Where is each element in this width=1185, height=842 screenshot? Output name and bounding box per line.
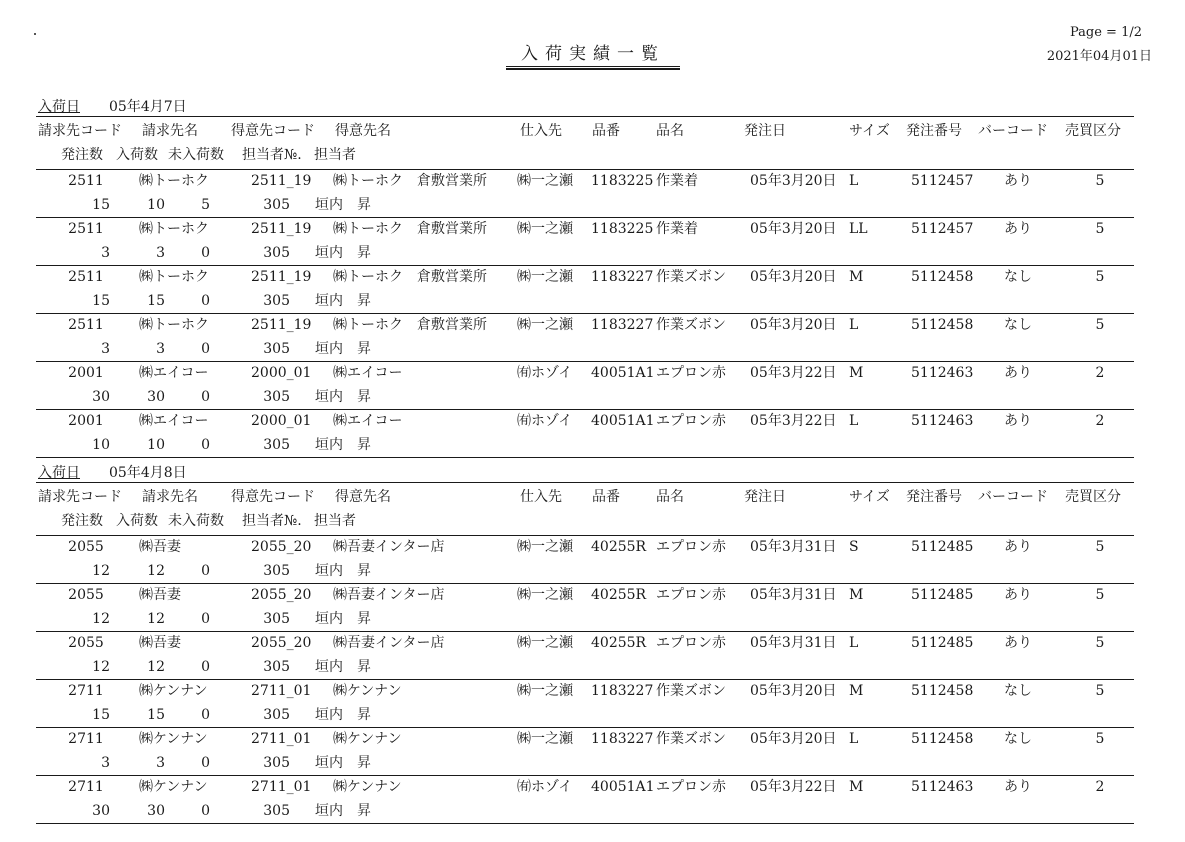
qty-ordered: 3 bbox=[101, 755, 110, 771]
trade-type: 5 bbox=[1095, 317, 1105, 333]
column-header: 売買区分 bbox=[1065, 489, 1121, 505]
section-date: 05年4月7日 bbox=[109, 99, 187, 115]
customer-code: 2511_19 bbox=[251, 269, 312, 285]
print-date: 2021年04月01日 bbox=[1046, 49, 1152, 64]
column-header: 得意先名 bbox=[335, 489, 391, 505]
qty-received: 12 bbox=[147, 563, 165, 579]
supplier-name: ㈱一之瀬 bbox=[517, 221, 573, 237]
customer-name: ㈱トーホク 倉敷営業所 bbox=[333, 221, 487, 237]
size: L bbox=[849, 731, 859, 747]
qty-received: 12 bbox=[147, 659, 165, 675]
item-name: 作業ズボン bbox=[656, 317, 726, 333]
qty-ordered: 12 bbox=[92, 659, 110, 675]
staff-name: 垣内 昇 bbox=[315, 341, 371, 357]
qty-received: 30 bbox=[147, 389, 165, 405]
item-name: エプロン赤 bbox=[656, 365, 726, 381]
customer-code: 2055_20 bbox=[251, 539, 312, 555]
column-header: 担当者 bbox=[314, 147, 356, 163]
staff-number: 305 bbox=[263, 341, 290, 357]
order-date: 05年3月31日 bbox=[750, 635, 837, 651]
qty-received: 12 bbox=[147, 611, 165, 627]
order-number: 5112463 bbox=[911, 365, 974, 381]
order-number: 5112485 bbox=[911, 539, 974, 555]
staff-name: 垣内 昇 bbox=[315, 293, 371, 309]
qty-received: 30 bbox=[147, 803, 165, 819]
title-underline-thick bbox=[506, 68, 680, 70]
billing-code: 2055 bbox=[68, 539, 104, 555]
item-number: 40051A1 bbox=[591, 365, 655, 381]
record-rule bbox=[36, 409, 1134, 410]
title-underline bbox=[506, 66, 680, 67]
trade-type: 5 bbox=[1095, 269, 1105, 285]
supplier-name: ㈲ホゾイ bbox=[517, 365, 573, 381]
trade-type: 5 bbox=[1095, 731, 1105, 747]
order-date: 05年3月31日 bbox=[750, 539, 837, 555]
barcode-flag: あり bbox=[1004, 221, 1032, 237]
barcode-flag: あり bbox=[1004, 587, 1032, 603]
customer-name: ㈱吾妻インター店 bbox=[333, 539, 445, 555]
barcode-flag: あり bbox=[1004, 539, 1032, 555]
billing-name: ㈱ケンナン bbox=[139, 683, 208, 699]
column-header: 得意先コード bbox=[231, 123, 315, 139]
order-number: 5112458 bbox=[911, 683, 974, 699]
record-rule bbox=[36, 679, 1134, 680]
staff-number: 305 bbox=[263, 659, 290, 675]
order-number: 5112458 bbox=[911, 731, 974, 747]
staff-number: 305 bbox=[263, 197, 290, 213]
record-rule bbox=[36, 361, 1134, 362]
supplier-name: ㈱一之瀬 bbox=[517, 731, 573, 747]
size: L bbox=[849, 317, 859, 333]
column-header: 請求先コード bbox=[38, 123, 122, 139]
customer-name: ㈱吾妻インター店 bbox=[333, 635, 445, 651]
supplier-name: ㈱一之瀬 bbox=[517, 173, 573, 189]
qty-ordered: 15 bbox=[92, 707, 110, 723]
billing-name: ㈱エイコー bbox=[139, 365, 209, 381]
staff-number: 305 bbox=[263, 563, 290, 579]
staff-name: 垣内 昇 bbox=[315, 437, 371, 453]
column-header: 得意先コード bbox=[231, 489, 315, 505]
billing-code: 2055 bbox=[68, 635, 104, 651]
billing-code: 2511 bbox=[68, 173, 104, 189]
barcode-flag: なし bbox=[1004, 731, 1032, 747]
header-rule bbox=[36, 169, 1134, 170]
staff-name: 垣内 昇 bbox=[315, 611, 371, 627]
trade-type: 5 bbox=[1095, 635, 1105, 651]
item-number: 40255R bbox=[591, 539, 647, 555]
column-header: 仕入先 bbox=[520, 123, 562, 139]
qty-pending: 0 bbox=[201, 611, 210, 627]
qty-ordered: 30 bbox=[92, 803, 110, 819]
order-date: 05年3月20日 bbox=[750, 221, 837, 237]
column-header: 品名 bbox=[656, 123, 684, 139]
item-number: 40255R bbox=[591, 635, 647, 651]
qty-ordered: 15 bbox=[92, 197, 110, 213]
qty-pending: 5 bbox=[201, 197, 210, 213]
size: L bbox=[849, 413, 859, 429]
trade-type: 5 bbox=[1095, 221, 1105, 237]
staff-name: 垣内 昇 bbox=[315, 707, 371, 723]
item-number: 1183225 bbox=[591, 173, 654, 189]
customer-code: 2511_19 bbox=[251, 317, 312, 333]
item-number: 1183227 bbox=[591, 731, 654, 747]
section-date: 05年4月8日 bbox=[109, 465, 187, 481]
customer-name: ㈱吾妻インター店 bbox=[333, 587, 445, 603]
order-date: 05年3月20日 bbox=[750, 269, 837, 285]
supplier-name: ㈱一之瀬 bbox=[517, 269, 573, 285]
item-name: 作業ズボン bbox=[656, 683, 726, 699]
staff-name: 垣内 昇 bbox=[315, 563, 371, 579]
staff-number: 305 bbox=[263, 707, 290, 723]
item-name: 作業着 bbox=[656, 221, 698, 237]
section-label: 入荷日 bbox=[38, 465, 80, 481]
qty-pending: 0 bbox=[201, 245, 210, 261]
order-number: 5112457 bbox=[911, 173, 974, 189]
qty-pending: 0 bbox=[201, 437, 210, 453]
billing-code: 2511 bbox=[68, 221, 104, 237]
qty-pending: 0 bbox=[201, 563, 210, 579]
barcode-flag: あり bbox=[1004, 779, 1032, 795]
staff-number: 305 bbox=[263, 293, 290, 309]
header-rule bbox=[36, 535, 1134, 536]
qty-received: 15 bbox=[147, 293, 165, 309]
column-header: バーコード bbox=[978, 123, 1048, 139]
qty-ordered: 12 bbox=[92, 611, 110, 627]
column-header: 未入荷数 bbox=[168, 147, 224, 163]
billing-name: ㈱トーホク bbox=[139, 269, 209, 285]
customer-code: 2055_20 bbox=[251, 635, 312, 651]
customer-name: ㈱トーホク 倉敷営業所 bbox=[333, 269, 487, 285]
supplier-name: ㈱一之瀬 bbox=[517, 635, 573, 651]
item-name: エプロン赤 bbox=[656, 413, 726, 429]
billing-code: 2001 bbox=[68, 413, 104, 429]
size: M bbox=[849, 683, 864, 699]
qty-pending: 0 bbox=[201, 389, 210, 405]
billing-code: 2001 bbox=[68, 365, 104, 381]
billing-code: 2511 bbox=[68, 317, 104, 333]
column-header: 担当者 bbox=[314, 513, 356, 529]
qty-received: 10 bbox=[147, 197, 165, 213]
item-number: 1183225 bbox=[591, 221, 654, 237]
order-date: 05年3月20日 bbox=[750, 317, 837, 333]
trade-type: 5 bbox=[1095, 587, 1105, 603]
report-title: 入荷実績一覧 bbox=[521, 44, 665, 64]
record-rule bbox=[36, 457, 1134, 458]
supplier-name: ㈲ホゾイ bbox=[517, 413, 573, 429]
barcode-flag: なし bbox=[1004, 269, 1032, 285]
staff-number: 305 bbox=[263, 389, 290, 405]
size: M bbox=[849, 365, 864, 381]
qty-received: 3 bbox=[156, 755, 165, 771]
page-number: Page = 1/2 bbox=[1069, 25, 1142, 40]
qty-pending: 0 bbox=[201, 803, 210, 819]
column-header: 入荷数 bbox=[116, 513, 158, 529]
barcode-flag: なし bbox=[1004, 317, 1032, 333]
column-header: 請求先コード bbox=[38, 489, 122, 505]
barcode-flag: あり bbox=[1004, 635, 1032, 651]
size: L bbox=[849, 635, 859, 651]
column-header: 担当者№. bbox=[242, 147, 302, 163]
item-name: 作業着 bbox=[656, 173, 698, 189]
item-name: エプロン赤 bbox=[656, 587, 726, 603]
column-header: サイズ bbox=[849, 489, 890, 505]
record-rule bbox=[36, 823, 1134, 824]
staff-number: 305 bbox=[263, 611, 290, 627]
customer-code: 2711_01 bbox=[251, 779, 312, 795]
supplier-name: ㈱一之瀬 bbox=[517, 539, 573, 555]
billing-name: ㈱吾妻 bbox=[139, 539, 181, 555]
qty-received: 3 bbox=[156, 245, 165, 261]
size: S bbox=[849, 539, 859, 555]
column-header: 請求先名 bbox=[142, 123, 198, 139]
billing-name: ㈱トーホク bbox=[139, 317, 209, 333]
item-name: 作業ズボン bbox=[656, 731, 726, 747]
qty-received: 3 bbox=[156, 341, 165, 357]
billing-code: 2055 bbox=[68, 587, 104, 603]
column-header: バーコード bbox=[978, 489, 1048, 505]
column-header: 仕入先 bbox=[520, 489, 562, 505]
customer-name: ㈱ケンナン bbox=[333, 683, 402, 699]
trade-type: 2 bbox=[1095, 413, 1105, 429]
column-header: 品番 bbox=[592, 489, 620, 505]
size: M bbox=[849, 779, 864, 795]
customer-name: ㈱エイコー bbox=[333, 365, 403, 381]
supplier-name: ㈱一之瀬 bbox=[517, 683, 573, 699]
billing-code: 2711 bbox=[68, 731, 104, 747]
qty-ordered: 15 bbox=[92, 293, 110, 309]
order-date: 05年3月22日 bbox=[750, 365, 837, 381]
billing-code: 2511 bbox=[68, 269, 104, 285]
barcode-flag: あり bbox=[1004, 365, 1032, 381]
item-number: 1183227 bbox=[591, 317, 654, 333]
section-rule bbox=[36, 482, 1134, 483]
column-header: 発注番号 bbox=[906, 123, 962, 139]
size: LL bbox=[849, 221, 868, 237]
customer-code: 2711_01 bbox=[251, 731, 312, 747]
customer-code: 2711_01 bbox=[251, 683, 312, 699]
section-label: 入荷日 bbox=[38, 99, 80, 115]
qty-pending: 0 bbox=[201, 755, 210, 771]
staff-name: 垣内 昇 bbox=[315, 659, 371, 675]
staff-name: 垣内 昇 bbox=[315, 197, 371, 213]
customer-code: 2511_19 bbox=[251, 173, 312, 189]
barcode-flag: あり bbox=[1004, 173, 1032, 189]
billing-name: ㈱ケンナン bbox=[139, 779, 208, 795]
item-name: エプロン赤 bbox=[656, 539, 726, 555]
barcode-flag: あり bbox=[1004, 413, 1032, 429]
size: M bbox=[849, 587, 864, 603]
billing-name: ㈱吾妻 bbox=[139, 635, 181, 651]
column-header: 発注番号 bbox=[906, 489, 962, 505]
qty-pending: 0 bbox=[201, 293, 210, 309]
column-header: 請求先名 bbox=[142, 489, 198, 505]
record-rule bbox=[36, 217, 1134, 218]
customer-code: 2000_01 bbox=[251, 413, 312, 429]
item-name: エプロン赤 bbox=[656, 635, 726, 651]
item-name: 作業ズボン bbox=[656, 269, 726, 285]
billing-code: 2711 bbox=[68, 683, 104, 699]
order-number: 5112463 bbox=[911, 779, 974, 795]
item-number: 40051A1 bbox=[591, 413, 655, 429]
qty-pending: 0 bbox=[201, 707, 210, 723]
billing-name: ㈱トーホク bbox=[139, 221, 209, 237]
billing-name: ㈱エイコー bbox=[139, 413, 209, 429]
supplier-name: ㈱一之瀬 bbox=[517, 587, 573, 603]
order-number: 5112457 bbox=[911, 221, 974, 237]
column-header: 未入荷数 bbox=[168, 513, 224, 529]
record-rule bbox=[36, 631, 1134, 632]
customer-name: ㈱ケンナン bbox=[333, 779, 402, 795]
order-date: 05年3月22日 bbox=[750, 413, 837, 429]
trade-type: 5 bbox=[1095, 539, 1105, 555]
barcode-flag: なし bbox=[1004, 683, 1032, 699]
column-header: 発注日 bbox=[744, 123, 786, 139]
qty-ordered: 3 bbox=[101, 245, 110, 261]
size: L bbox=[849, 173, 859, 189]
column-header: 入荷数 bbox=[116, 147, 158, 163]
customer-name: ㈱トーホク 倉敷営業所 bbox=[333, 317, 487, 333]
billing-name: ㈱トーホク bbox=[139, 173, 209, 189]
trade-type: 2 bbox=[1095, 779, 1105, 795]
trade-type: 5 bbox=[1095, 683, 1105, 699]
column-header: 発注数 bbox=[61, 147, 103, 163]
qty-ordered: 30 bbox=[92, 389, 110, 405]
customer-name: ㈱トーホク 倉敷営業所 bbox=[333, 173, 487, 189]
order-date: 05年3月20日 bbox=[750, 683, 837, 699]
speck-mark bbox=[34, 33, 36, 35]
staff-name: 垣内 昇 bbox=[315, 755, 371, 771]
item-number: 1183227 bbox=[591, 269, 654, 285]
order-date: 05年3月22日 bbox=[750, 779, 837, 795]
order-date: 05年3月20日 bbox=[750, 173, 837, 189]
trade-type: 2 bbox=[1095, 365, 1105, 381]
order-number: 5112485 bbox=[911, 587, 974, 603]
column-header: 担当者№. bbox=[242, 513, 302, 529]
customer-name: ㈱エイコー bbox=[333, 413, 403, 429]
record-rule bbox=[36, 313, 1134, 314]
billing-name: ㈱ケンナン bbox=[139, 731, 208, 747]
qty-ordered: 3 bbox=[101, 341, 110, 357]
supplier-name: ㈱一之瀬 bbox=[517, 317, 573, 333]
section-rule bbox=[36, 116, 1134, 117]
staff-number: 305 bbox=[263, 803, 290, 819]
column-header: 発注数 bbox=[61, 513, 103, 529]
order-number: 5112463 bbox=[911, 413, 974, 429]
staff-number: 305 bbox=[263, 755, 290, 771]
staff-name: 垣内 昇 bbox=[315, 245, 371, 261]
column-header: 品名 bbox=[656, 489, 684, 505]
record-rule bbox=[36, 583, 1134, 584]
record-rule bbox=[36, 265, 1134, 266]
supplier-name: ㈲ホゾイ bbox=[517, 779, 573, 795]
order-number: 5112485 bbox=[911, 635, 974, 651]
staff-number: 305 bbox=[263, 245, 290, 261]
item-number: 40255R bbox=[591, 587, 647, 603]
staff-name: 垣内 昇 bbox=[315, 803, 371, 819]
item-number: 40051A1 bbox=[591, 779, 655, 795]
column-header: 発注日 bbox=[744, 489, 786, 505]
order-date: 05年3月31日 bbox=[750, 587, 837, 603]
column-header: 得意先名 bbox=[335, 123, 391, 139]
item-name: エプロン赤 bbox=[656, 779, 726, 795]
billing-code: 2711 bbox=[68, 779, 104, 795]
billing-name: ㈱吾妻 bbox=[139, 587, 181, 603]
column-header: サイズ bbox=[849, 123, 890, 139]
qty-ordered: 12 bbox=[92, 563, 110, 579]
customer-code: 2000_01 bbox=[251, 365, 312, 381]
item-number: 1183227 bbox=[591, 683, 654, 699]
customer-name: ㈱ケンナン bbox=[333, 731, 402, 747]
customer-code: 2511_19 bbox=[251, 221, 312, 237]
trade-type: 5 bbox=[1095, 173, 1105, 189]
column-header: 品番 bbox=[592, 123, 620, 139]
staff-name: 垣内 昇 bbox=[315, 389, 371, 405]
customer-code: 2055_20 bbox=[251, 587, 312, 603]
column-header: 売買区分 bbox=[1065, 123, 1121, 139]
qty-ordered: 10 bbox=[92, 437, 110, 453]
qty-pending: 0 bbox=[201, 341, 210, 357]
order-number: 5112458 bbox=[911, 317, 974, 333]
qty-pending: 0 bbox=[201, 659, 210, 675]
qty-received: 15 bbox=[147, 707, 165, 723]
record-rule bbox=[36, 775, 1134, 776]
order-date: 05年3月20日 bbox=[750, 731, 837, 747]
order-number: 5112458 bbox=[911, 269, 974, 285]
record-rule bbox=[36, 727, 1134, 728]
qty-received: 10 bbox=[147, 437, 165, 453]
staff-number: 305 bbox=[263, 437, 290, 453]
size: M bbox=[849, 269, 864, 285]
